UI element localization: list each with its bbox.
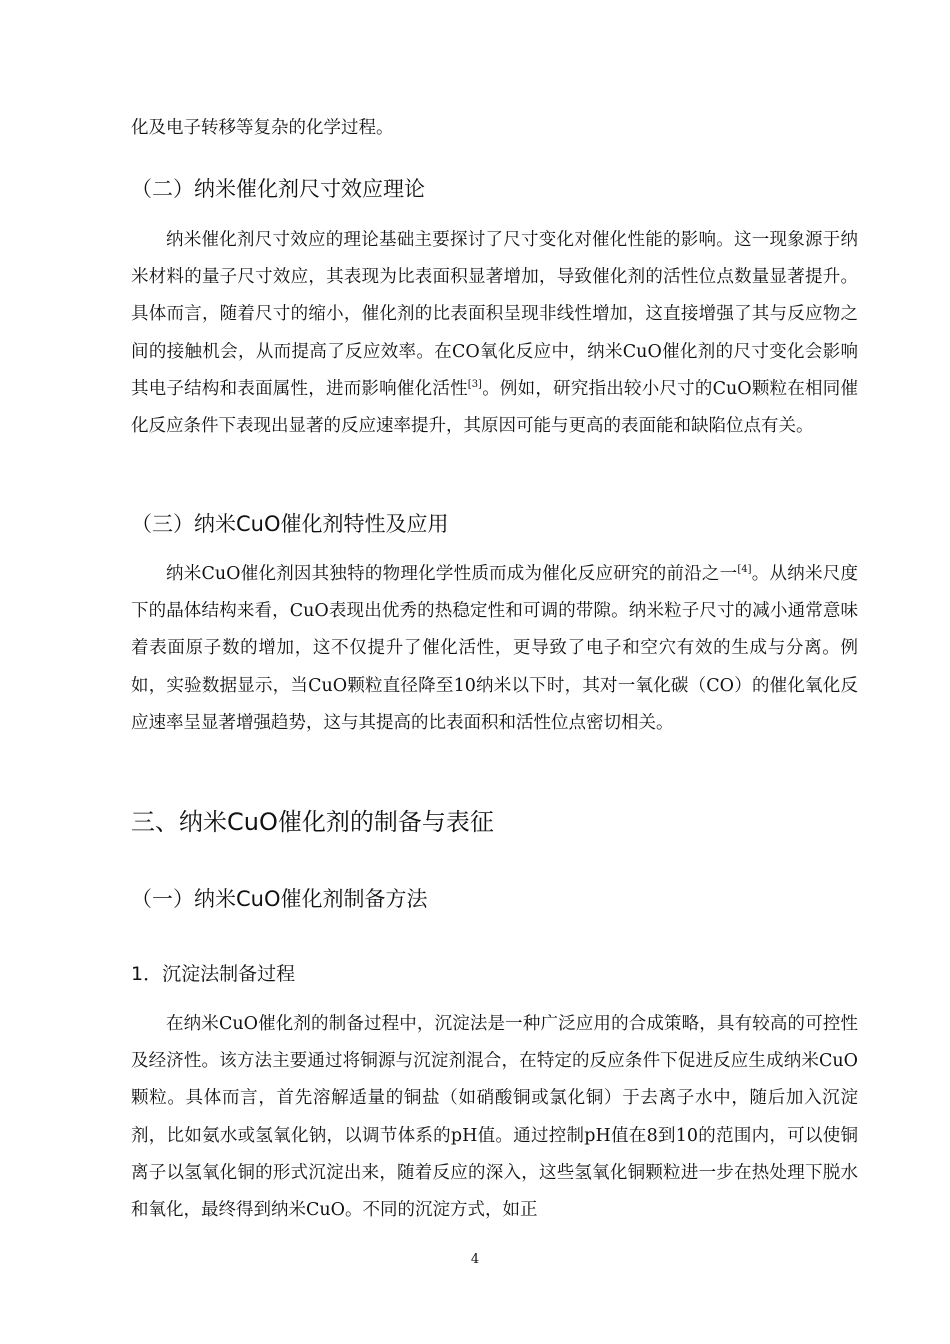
page-number: 4 bbox=[470, 1252, 480, 1267]
paragraph-text-after-citation: 。从纳米尺度下的晶体结构来看，CuO表现出优秀的热稳定性和可调的带隙。纳米粒子尺寸的减小通常意味着表面原子数的增加，这不仅提升了催化活性，更导致了电子和空穴有效的生成与分离。例如，实验数据显示，当CuO颗粒直径降至10纳米以下时，其对一氧化碳（CO）的催化氧化反应速率呈显著增强趋势，这与其提高的比表面积和活性位点密切相关。 bbox=[131, 564, 858, 733]
chapter-heading: 三、纳米CuO催化剂的制备与表征 bbox=[131, 808, 494, 836]
subsub-heading: 1．沉淀法制备过程 bbox=[131, 963, 296, 985]
paragraph-text-after-citation: 。例如，研究指出较小尺寸的CuO颗粒在相同催化反应条件下表现出显著的反应速率提升，其原因可能与更高的表面能和缺陷位点有关。 bbox=[131, 378, 858, 437]
continuation-text: 化及电子转移等复杂的化学过程。 bbox=[131, 118, 394, 138]
citation-ref: [4] bbox=[737, 564, 752, 575]
section-heading-3: （三）纳米CuO催化剂特性及应用 bbox=[131, 512, 449, 536]
section-2-paragraph bbox=[131, 222, 858, 445]
section-heading-2: （二）纳米催化剂尺寸效应理论 bbox=[131, 177, 425, 201]
chapter-3-paragraph: 在纳米CuO催化剂的制备过程中，沉淀法是一种广泛应用的合成策略，具有较高的可控性及经济性。该方法主要通过将铜源与沉淀剂混合，在特定的反应条件下促进反应生成纳米CuO颗粒。具体而言，首先溶解适量的铜盐（如硝酸铜或氯化铜）于去离子水中，随后加入沉淀剂，比如氨水或氢氧化钠，以调节体系的pH值。通过控制pH值在8到10的范围内，可以使铜离子以氢氧化铜的形式沉淀出来，随着反应的深入，这些氢氧化铜颗粒进一步在热处理下脱水和氧化，最终得到纳米CuO。不同的沉淀方式，如正 bbox=[131, 1014, 858, 1221]
citation-ref: [3] bbox=[467, 378, 482, 390]
paragraph-text-before-citation: 纳米CuO催化剂因其独特的物理化学性质而成为催化反应研究的前沿之一 bbox=[166, 564, 738, 584]
section-3-paragraph bbox=[131, 556, 858, 742]
paragraph-text-before-citation: 纳米催化剂尺寸效应的理论基础主要探讨了尺寸变化对催化性能的影响。这一现象源于纳米材料的量子尺寸效应，其表现为比表面积显著增加，导致催化剂的活性位点数量显著提升。具体而言，随着尺寸的缩小，催化剂的比表面积呈现非线性增加，这直接增强了其与反应物之间的接触机会，从而提高了反应效率。在CO氧化反应中，纳米CuO催化剂的尺寸变化会影响其电子结构和表面属性，进而影响催化活性 bbox=[131, 230, 858, 399]
sub-heading: （一）纳米CuO催化剂制备方法 bbox=[131, 887, 428, 911]
